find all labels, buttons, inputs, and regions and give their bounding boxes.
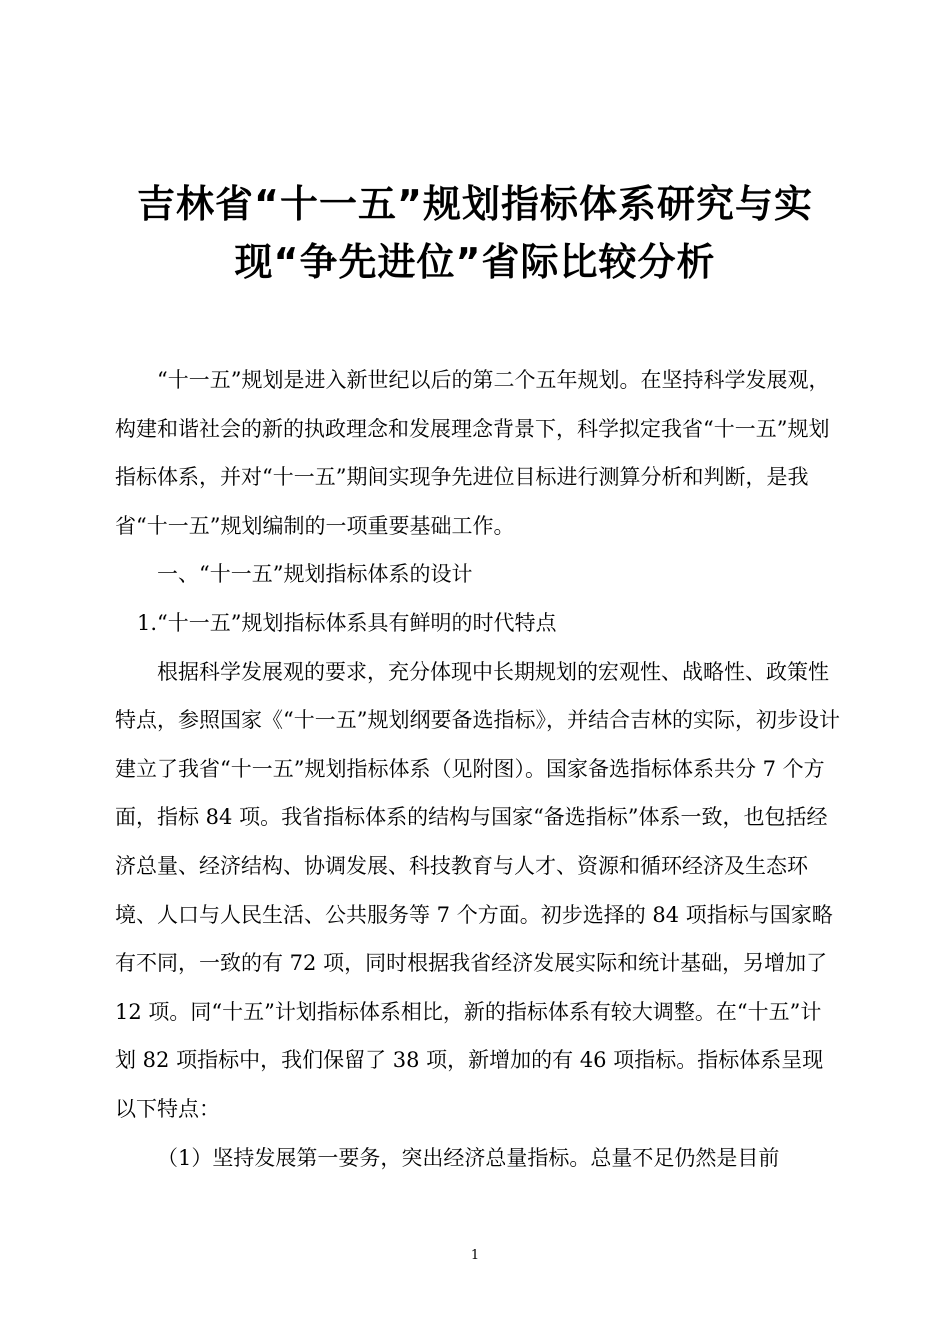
paragraph-intro: “十一五”规划是进入新世纪以后的第二个五年规划。在坚持科学发展观，构建和谐社会的新的执政理念和发展理念背景下，科学拟定我省“十一五”规划指标体系，并对“十一五”期间实现争先进位目标进行测算分析和判断，是我省“十一五”规划编制的一项重要基础工作。 — [115, 368, 830, 538]
subsection-heading: 1.“十一五”规划指标体系具有鲜明的时代特点 — [137, 610, 557, 635]
document-title — [100, 175, 850, 291]
document-body — [115, 356, 840, 1182]
paragraph-body: 根据科学发展观的要求，充分体现中长期规划的宏观性、战略性、政策性特点，参照国家《“十一五”规划纲要备选指标》，并结合吉林的实际，初步设计建立了我省“十一五”规划指标体系（见附图）。国家备选指标体系共分 7 个方面，指标 84 项。我省指标体系的结构与国家“备选指标”体系一致，也包括经济总量、经济结构、协调发展、科技教育与人才、资源和循环经济及生态环境、人口与人民生活、公共服务等 7 个方面。初步选择的 84 项指标与国家略有不同，一致的有 72 项，同时根据我省经济发展实际和统计基础，另增加了 12 项。同“十五”计划指标体系相比，新的指标体系有较大调整。在“十五”计划 82 项指标中，我们保留了 38 项，新增加的有 46 项指标。指标体系呈现以下特点： — [115, 659, 840, 1121]
page-number: 1 — [470, 1248, 480, 1263]
section-heading: 一、“十一五”规划指标体系的设计 — [157, 562, 473, 587]
paragraph-point-1: （1）坚持发展第一要务，突出经济总量指标。总量不足仍然是目前 — [157, 1145, 780, 1170]
title-line-1: 吉林省“十一五”规划指标体系研究与实 — [137, 182, 813, 226]
title-line-2: 现“争先进位”省际比较分析 — [234, 240, 716, 284]
